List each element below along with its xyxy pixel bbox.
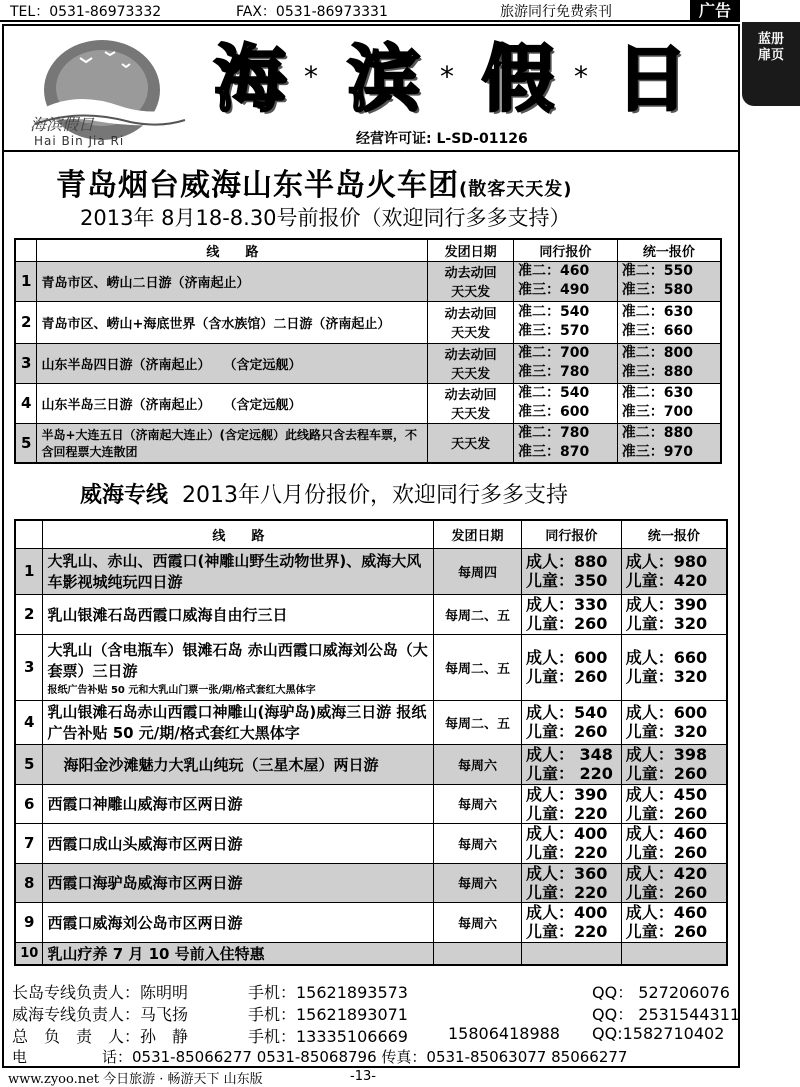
price-line: 成人：460: [625, 903, 708, 922]
contact-qq: QQ： 527206076: [592, 983, 730, 1002]
price-line: 成人：360: [525, 863, 608, 883]
peer-price: [521, 784, 621, 823]
departure-date: 每周六: [434, 902, 522, 942]
price-line: 准二：630: [621, 304, 693, 320]
unified-price: [617, 343, 721, 383]
footer-site: www.zyoo.net 今日旅游 · 畅游天下 山东版: [8, 1072, 263, 1087]
departure-date: 每周六: [434, 823, 522, 863]
row-number: 5: [15, 744, 43, 784]
price-line: 准三：490: [517, 282, 590, 298]
route-name: 山东半岛三日游（济南起止） （含定远舰）: [37, 383, 428, 423]
section1-subtitle: 2013年 8月18-8.30号前报价（欢迎同行多多支持）: [80, 206, 571, 230]
divider: [2, 150, 740, 152]
brand-char-3: 假: [481, 37, 554, 121]
price-line: 准三：880: [621, 364, 693, 380]
price-line: 儿童：260: [625, 922, 708, 941]
row-number: 6: [15, 784, 43, 823]
section1-title-main: 青岛烟台威海山东半岛火车团: [56, 168, 459, 203]
price-line: 准三：660: [621, 323, 693, 339]
table-row: [15, 383, 721, 423]
weihai-tour-table: [14, 519, 728, 966]
table-row: [15, 594, 727, 634]
contact-row: [12, 1024, 740, 1046]
peer-price: [513, 301, 617, 343]
price-line: 儿童： 220: [525, 764, 613, 783]
price-line: 儿童：420: [625, 571, 708, 590]
peer-price: [513, 261, 617, 301]
price-line: 准三：700: [621, 404, 693, 420]
unified-price: [621, 634, 727, 700]
row-number: 4: [15, 383, 37, 423]
header-date: 发团日期: [428, 239, 514, 261]
price-line: 成人：400: [525, 824, 608, 843]
row-number: 8: [15, 863, 43, 902]
unified-price: [617, 301, 721, 343]
departure-date: [434, 942, 522, 965]
section2-title-bold: 威海专线: [80, 483, 169, 508]
route-text: 大乳山（含电瓶车）银滩石岛 赤山西霞口威海刘公岛（大套票）三日游: [47, 640, 428, 680]
price-line: 准二：540: [517, 385, 590, 401]
unified-price: [621, 700, 727, 744]
price-line: 准二：630: [621, 385, 693, 401]
price-line: 儿童：260: [625, 882, 708, 902]
price-line: 儿童：220: [525, 803, 608, 823]
row-number: 4: [15, 700, 43, 744]
contact-qq: QQ： 2531544311: [592, 1005, 741, 1024]
table-row: [15, 700, 727, 744]
row-number: 9: [15, 902, 43, 942]
route-name: 半岛+大连五日（济南起大连止）(含定远舰）此线路只含去程车票，不含回程票大连散团: [37, 423, 428, 463]
tel-text: TEL：0531-86973332: [10, 4, 162, 20]
contact-mobile: 手机：13335106669: [248, 1027, 408, 1046]
table-row: [15, 823, 727, 863]
peer-price: [521, 823, 621, 863]
table-row: [15, 942, 727, 965]
price-line: 成人：600: [625, 703, 708, 722]
section2-title-rest: 2013年八月份报价，欢迎同行多多支持: [182, 483, 569, 508]
price-line: 成人：420: [625, 863, 708, 883]
brand-star-2: *: [440, 60, 454, 93]
price-line: 成人：330: [525, 595, 608, 614]
contact-block: [12, 980, 740, 1068]
peer-price: [521, 863, 621, 902]
row-number: 1: [15, 548, 43, 594]
header-route: 线 路: [37, 239, 428, 261]
price-line: 准二：800: [621, 345, 693, 361]
date-line: 天天发: [451, 367, 491, 382]
peer-price: [521, 548, 621, 594]
header-unified-price: 统一报价: [617, 239, 721, 261]
section1-title: [56, 160, 572, 204]
departure-date: [428, 423, 514, 463]
brand-title: [200, 30, 710, 124]
brand-star-1: *: [304, 60, 318, 93]
date-line: 动去动回: [444, 307, 497, 322]
price-line: 儿童：260: [625, 843, 708, 862]
contact-label: 长岛专线负责人：陈明明: [12, 983, 189, 1002]
departure-date: [428, 343, 514, 383]
price-line: 成人：600: [525, 648, 608, 667]
price-line: 儿童：320: [625, 667, 708, 686]
route-name: 西霞口威海刘公岛市区两日游: [43, 902, 434, 942]
unified-price: [621, 594, 727, 634]
price-line: 准三：870: [517, 443, 590, 460]
peer-price: [521, 634, 621, 700]
route-name: 西霞口成山头威海市区两日游: [43, 823, 434, 863]
row-number: 3: [15, 634, 43, 700]
price-line: 成人：390: [625, 595, 708, 614]
table-row: [15, 548, 727, 594]
unified-price: [621, 863, 727, 902]
departure-date: [428, 261, 514, 301]
price-line: 准三：570: [517, 323, 590, 339]
peer-price: [513, 383, 617, 423]
price-line: 准二：550: [621, 263, 693, 279]
section2-title: [80, 478, 568, 509]
price-line: 准二：700: [517, 345, 590, 361]
price-line: 成人： 348: [525, 745, 613, 764]
brand-char-1: 海: [213, 37, 286, 121]
contact-mobile: 手机：15621893573: [248, 983, 408, 1002]
departure-date: 每周六: [434, 744, 522, 784]
departure-date: [428, 383, 514, 423]
route-name: 西霞口海驴岛威海市区两日游: [43, 863, 434, 902]
table-row: [15, 301, 721, 343]
contact-mobile-2: 15806418988: [448, 1024, 560, 1043]
contact-row: [12, 1046, 740, 1068]
contact-qq: QQ:1582710402: [592, 1024, 725, 1043]
route-name: 大乳山、赤山、西霞口(神雕山野生动物世界)、威海大风车影视城纯玩四日游: [43, 548, 434, 594]
table-row: [15, 744, 727, 784]
price-line: 儿童：220: [525, 922, 608, 941]
price-line: 准二：460: [517, 263, 590, 279]
slogan-text: 旅游同行免费索刊: [500, 4, 612, 20]
date-line: 动去动回: [444, 388, 497, 403]
price-line: 成人：540: [525, 703, 608, 722]
price-line: 准三：780: [517, 364, 590, 380]
table-row: [15, 261, 721, 301]
header-unified-price: 统一报价: [621, 520, 727, 548]
price-line: 儿童：220: [525, 843, 608, 862]
route-name: 青岛市区、崂山二日游（济南起止）: [37, 261, 428, 301]
price-line: 成人：398: [625, 745, 708, 764]
peer-price: [521, 700, 621, 744]
brand-star-3: *: [574, 60, 588, 93]
table-row: [15, 423, 721, 463]
row-number: 2: [15, 594, 43, 634]
date-line: 天天发: [451, 407, 491, 422]
unified-price: [621, 548, 727, 594]
price-line: 准二：780: [517, 424, 590, 441]
unified-price: [621, 942, 727, 965]
route-name: 乳山疗养 7 月 10 号前入住特惠: [43, 942, 434, 965]
price-line: 儿童：260: [525, 614, 608, 633]
departure-date: [428, 301, 514, 343]
side-tab[interactable]: [742, 22, 800, 106]
departure-date: 每周二、五: [434, 594, 522, 634]
contact-label: 威海专线负责人：马飞扬: [12, 1005, 189, 1024]
route-note: 报纸广告补贴 50 元和大乳山门票一张/期/格式套红大黑体字: [47, 684, 316, 696]
fax-text: FAX：0531-86973331: [236, 4, 388, 20]
train-tour-table: [14, 238, 722, 464]
table-row: [15, 343, 721, 383]
price-line: 成人：980: [625, 552, 708, 571]
route-name: 西霞口神雕山威海市区两日游: [43, 784, 434, 823]
date-line: 天天发: [451, 285, 491, 300]
logo-text: 海滨假日: [30, 115, 95, 134]
row-number: 1: [15, 261, 37, 301]
price-line: 成人：390: [525, 784, 608, 804]
contact-row: [12, 980, 740, 1002]
peer-price: [513, 343, 617, 383]
route-name: 乳山银滩石岛赤山西霞口神雕山(海驴岛)威海三日游 报纸广告补贴 50 元/期/格式套红大黑体字: [43, 700, 434, 744]
price-line: 准三：580: [621, 282, 693, 298]
route-name: 山东半岛四日游（济南起止） （含定远舰）: [37, 343, 428, 383]
price-line: 儿童：220: [525, 882, 608, 902]
logo-subtitle: Hai Bin Jia Ri: [34, 134, 125, 148]
unified-price: [621, 744, 727, 784]
price-line: 儿童：260: [625, 764, 708, 783]
route-name: 乳山银滩石岛西霞口威海自由行三日: [43, 594, 434, 634]
row-number: 5: [15, 423, 37, 463]
unified-price: [617, 423, 721, 463]
row-number: 3: [15, 343, 37, 383]
table-row: [15, 634, 727, 700]
brand-char-4: 日: [615, 37, 688, 121]
top-bar: [0, 0, 740, 22]
price-line: 准三：970: [621, 443, 693, 460]
unified-price: [617, 383, 721, 423]
price-line: 成人：450: [625, 784, 708, 804]
peer-price: [513, 423, 617, 463]
price-line: 准三：600: [517, 404, 590, 420]
table-header-row: [15, 239, 721, 261]
unified-price: [621, 902, 727, 942]
header-peer-price: 同行报价: [521, 520, 621, 548]
license-number: 经营许可证: L-SD-01126: [356, 131, 528, 147]
ad-tag: 广告: [690, 0, 740, 22]
row-number: 2: [15, 301, 37, 343]
date-line: 动去动回: [444, 348, 497, 363]
row-number: 7: [15, 823, 43, 863]
departure-date: 每周二、五: [434, 634, 522, 700]
contact-phone: 电 话：0531-85066277 0531-85068796 传真：0531-85063077 85066277: [12, 1048, 628, 1066]
price-line: 儿童：350: [525, 571, 608, 590]
contact-mobile: 手机：15621893071: [248, 1005, 408, 1024]
brand-char-2: 滨: [347, 37, 420, 121]
route-name: 青岛市区、崂山+海底世界（含水族馆）二日游（济南起止）: [37, 301, 428, 343]
unified-price: [621, 784, 727, 823]
route-name: [43, 634, 434, 700]
price-line: 准二：880: [621, 424, 693, 441]
side-tab-label: 蓝册扉页: [757, 32, 784, 63]
price-line: 准二：540: [517, 304, 590, 320]
peer-price: [521, 594, 621, 634]
table-row: [15, 784, 727, 823]
peer-price: [521, 942, 621, 965]
price-line: 儿童：260: [525, 722, 608, 741]
header-peer-price: 同行报价: [513, 239, 617, 261]
header-date: 发团日期: [434, 520, 522, 548]
route-name: 海阳金沙滩魅力大乳山纯玩（三星木屋）两日游: [43, 744, 434, 784]
date-line: 天天发: [451, 326, 491, 341]
date-line: 动去动回: [444, 266, 497, 281]
unified-price: [621, 823, 727, 863]
departure-date: 每周二、五: [434, 700, 522, 744]
price-line: 儿童：260: [625, 803, 708, 823]
table-row: [15, 902, 727, 942]
table-row: [15, 863, 727, 902]
row-number: 10: [15, 942, 43, 965]
price-line: 成人：460: [625, 824, 708, 843]
contact-label: 总 负 责 人：孙 静: [12, 1027, 189, 1046]
price-line: 儿童：320: [625, 614, 708, 633]
price-line: 成人：660: [625, 648, 708, 667]
price-line: 成人：880: [525, 552, 608, 571]
page-number: -13-: [350, 1069, 376, 1084]
header-route: 线 路: [43, 520, 434, 548]
unified-price: [617, 261, 721, 301]
price-line: 儿童：320: [625, 722, 708, 741]
departure-date: 每周六: [434, 784, 522, 823]
contact-row: [12, 1002, 740, 1024]
departure-date: 每周四: [434, 548, 522, 594]
date-line: 天天发: [451, 437, 491, 453]
departure-date: 每周六: [434, 863, 522, 902]
section1-title-suffix: (散客天天发): [459, 179, 573, 200]
price-line: 成人：400: [525, 903, 608, 922]
table-header-row: [15, 520, 727, 548]
peer-price: [521, 744, 621, 784]
peer-price: [521, 902, 621, 942]
price-line: 儿童：260: [525, 667, 608, 686]
